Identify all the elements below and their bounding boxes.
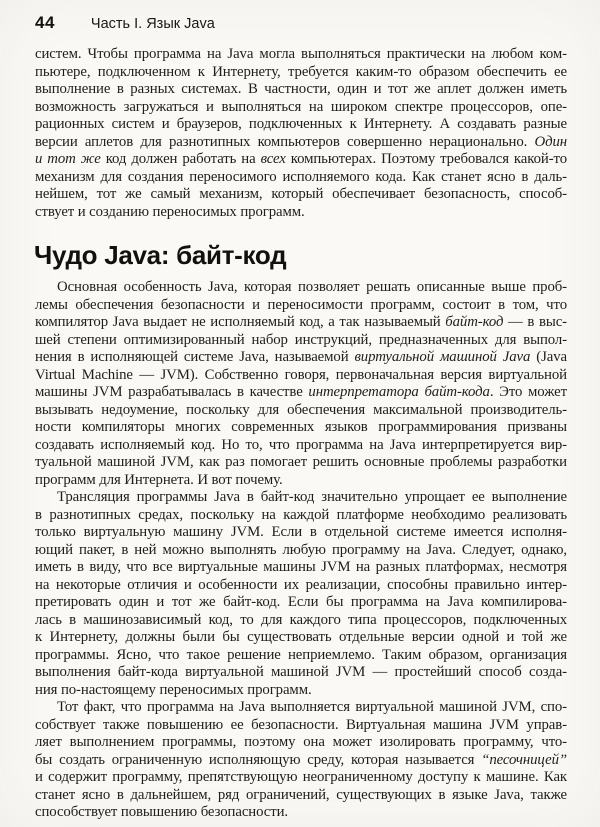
text-line: шей степени оптимизированный набор инструкций, предназначенных для выпол- [35, 331, 567, 348]
page-content [35, 13, 567, 822]
text-line: собствует также повышению ее безопасности. Виртуальная машина JVM управ- [35, 716, 567, 733]
text-line: нейшем, тот же самый механизм, который обеспечивает безопасность, способ- [35, 186, 567, 202]
text-line: туальной машиной JVM, как раз помогает решить основные проблемы разработки [35, 454, 567, 470]
text-line: вызывать недоумение, поскольку для обеспечения максимальной производитель- [35, 401, 567, 418]
text-line: машины JVM разрабатывалась в качестве интерпретатора байт-кода. Это может [35, 384, 567, 400]
text-line: в разнотипных средах, поскольку на каждой платформе необходимо реализовать [35, 506, 567, 523]
text-line: компилятор Java выдает не исполняемый код, а так называемый байт-код — в выс- [35, 314, 567, 330]
text-line: ствует и созданию переносимых программ. [35, 203, 305, 220]
paragraph [35, 46, 567, 221]
page-number: 44 [35, 13, 55, 32]
text-line: и тот же код должен работать на всех компьютерах. Поэтому требовался какой-то [35, 151, 567, 167]
text-line: программы. Ясно, что такое решение неприемлемо. Таким образом, организация [35, 646, 567, 663]
section-heading: Чудо Java: байт-код [34, 240, 287, 270]
text-line: способствует повышению безопасности. [35, 804, 289, 820]
text-line: бы создать ограниченную исполняющую среду, которая называется “песочницей” [35, 751, 567, 768]
text-line: Трансляция программы Java в байт-код значительно упрощает ее выполнение [57, 489, 567, 505]
paragraph [35, 279, 567, 489]
text-line: систем. Чтобы программа на Java могла выполняться практически на любом ком- [35, 46, 567, 62]
text-line: нения в исполняющей системе Java, называемой виртуальной машиной Java (Java [35, 349, 567, 365]
text-line: выполнения байт-кода виртуальной машиной JVM — простейший способ созда- [35, 664, 567, 680]
page-body [35, 46, 567, 822]
text-line: только виртуальную машину JVM. Если в отдельной системе имеется исполня- [35, 524, 567, 540]
page-header [35, 13, 567, 33]
running-title: Часть I. Язык Java [90, 16, 215, 32]
text-line: механизм для создания переносимого исполняемого кода. Как станет ясно в даль- [35, 168, 567, 185]
text-line: рационных систем и браузеров, подключенных к Интернету. А создавать разные [35, 116, 567, 132]
text-line: ющий пакет, в ней можно выполнять любую программу на Java. Следует, однако, [35, 541, 567, 558]
text-line: выполнение в разных системах. В частности, один и тот же аплет должен иметь [35, 81, 567, 97]
paragraph [35, 699, 567, 822]
text-line: версии аплетов для разнотипных компьютеров совершенно нерационально. Один [35, 133, 567, 150]
text-line: иметь в виду, что все виртуальные машины JVM на разных платформах, несмотря [35, 559, 567, 575]
text-line: к Интернету, должны были бы существовать отдельные версии одной и той же [35, 629, 567, 645]
text-line: пьютере, подключенном к Интернету, требуется каким-то образом обеспечить ее [35, 63, 567, 80]
text-line: лемы обеспечения безопасности и переносимости программ, состоит в том, что [35, 296, 567, 313]
text-line: ляет выполнением программы, поэтому она может изолировать программу, что- [35, 734, 567, 750]
text-line: лась в машинозависимый код, то для каждого типа процессоров, подключенных [35, 611, 567, 628]
text-line: создавать исполняемый код. Но то, что программа на Java интерпретируется вир- [35, 436, 567, 453]
text-line: Основная особенность Java, которая позволяет решать описанные выше проб- [57, 279, 567, 295]
text-line: программ для Интернета. И вот почему. [35, 471, 283, 488]
text-line: возможность загружаться и выполняться на широком спектре процессоров, опе- [35, 98, 567, 115]
text-line: на некоторые отличия и особенности их реализации, способны правильно интер- [35, 576, 567, 593]
text-line: ния по-настоящему переносимых программ. [35, 681, 312, 698]
paragraph [35, 489, 567, 699]
text-line: и содержит программу, препятствующую неограниченному доступу к машине. Как [35, 769, 567, 785]
text-line: ности компиляторы многих современных языков программирования призваны [35, 419, 567, 435]
text-line: станет ясно в дальнейшем, ряд ограничений, существующих в языке Java, также [35, 786, 567, 803]
text-line: Тот факт, что программа на Java выполняется виртуальной машиной JVM, спо- [57, 699, 567, 715]
text-line: претировать один и тот же байт-код. Если бы программа на Java компилирова- [35, 594, 567, 610]
text-line: Virtual Machine — JVM). Собственно говоря, первоначальная версия виртуальной [35, 366, 567, 383]
